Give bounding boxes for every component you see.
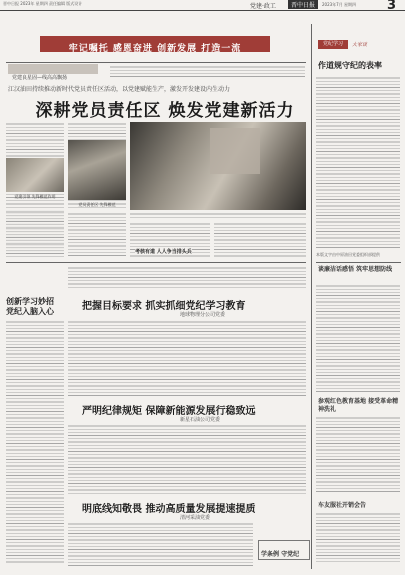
slogan-banner [40, 36, 270, 52]
slogan-text: 牢记嘱托 感恩奋进 创新发展 打造一流 [68, 44, 242, 54]
main-headline: 深耕党员责任区 焕发党建新活力 [35, 101, 295, 121]
caption-strip [130, 212, 306, 218]
article-3-byline: 清河采油党委 [180, 515, 211, 521]
article-1-headline: 把握目标要求 抓实抓细党纪学习教育 [82, 301, 246, 312]
small-article-title: 创新学习妙招 党纪入脑入心 [6, 296, 54, 316]
sub-banner-text: 党建良星固—线高高飘扬 [12, 75, 68, 81]
lead-intro: 江汉油田持续推动新时代党员责任区活动，以党建赋能生产，激发开发建设内生动力 [8, 86, 231, 93]
article-2-text [68, 424, 306, 494]
masthead: 晋中日报 [288, 0, 318, 9]
bottom-box-title: 学条例 守党纪 [261, 551, 300, 558]
page-header [0, 0, 405, 11]
right-badge-tail: 大家谈 [352, 42, 368, 48]
right-divider [311, 24, 312, 569]
photo-caption-1: 党建引领 先锋模范作用 [14, 194, 56, 199]
column3-text [316, 512, 400, 562]
small-article-text [6, 320, 64, 565]
photo-caption-3: 考核有道 人人争当排头兵 [135, 249, 192, 255]
photo-left [6, 158, 64, 192]
sub-banner [8, 64, 98, 81]
right-badge-text: 党纪学习 [322, 41, 343, 47]
right-column-text [316, 76, 400, 248]
header-left-text: 晋中日报 2023年 星期四 责任编辑 版式设计 [3, 1, 83, 6]
photo-caption-2: 党员责任区 先锋模范 [78, 202, 116, 207]
banner-rule [6, 62, 306, 63]
article-2-headline: 严明纪律规矩 保障新能源发展行稳致远 [82, 406, 256, 417]
column3-title: 车友服社开销会告 [318, 502, 367, 509]
article-column-1b [6, 210, 64, 258]
commentary-title: 谈廉洁话感悟 筑牢思想防线 [318, 266, 393, 273]
article-1-byline: 地球物理分公司党委 [180, 312, 226, 318]
page-number: 3 [387, 0, 397, 13]
lower-text-1 [68, 266, 306, 288]
article-column-4 [214, 222, 306, 258]
column2-title: 参观红色教育基地 接受革命精神洗礼 [318, 398, 399, 413]
article-3-headline: 明底线知敬畏 推动高质量发展提速提质 [82, 504, 256, 515]
section-rule-1 [6, 262, 306, 263]
main-photo [130, 122, 306, 210]
bottom-box [258, 540, 310, 560]
emblem-wall [210, 128, 260, 174]
photo-middle [68, 140, 126, 200]
article-column-2b [68, 212, 126, 256]
right-badge [318, 40, 348, 49]
intro-text-block [110, 65, 305, 79]
article-2-byline: 新星石油公司党委 [180, 417, 221, 423]
header-date: 2023年7月 星期四 [322, 2, 356, 7]
right-rule-1 [316, 262, 401, 263]
article-1-text [68, 320, 306, 396]
commentary-text [316, 284, 400, 394]
column2-text [316, 416, 400, 494]
section-label: 党建·政工 [250, 3, 276, 10]
right-title: 作道规守纪的表率 [318, 60, 382, 70]
article-3-text [68, 522, 253, 568]
right-note: 本版文字由中原油田党委组织部提供 [316, 252, 380, 257]
